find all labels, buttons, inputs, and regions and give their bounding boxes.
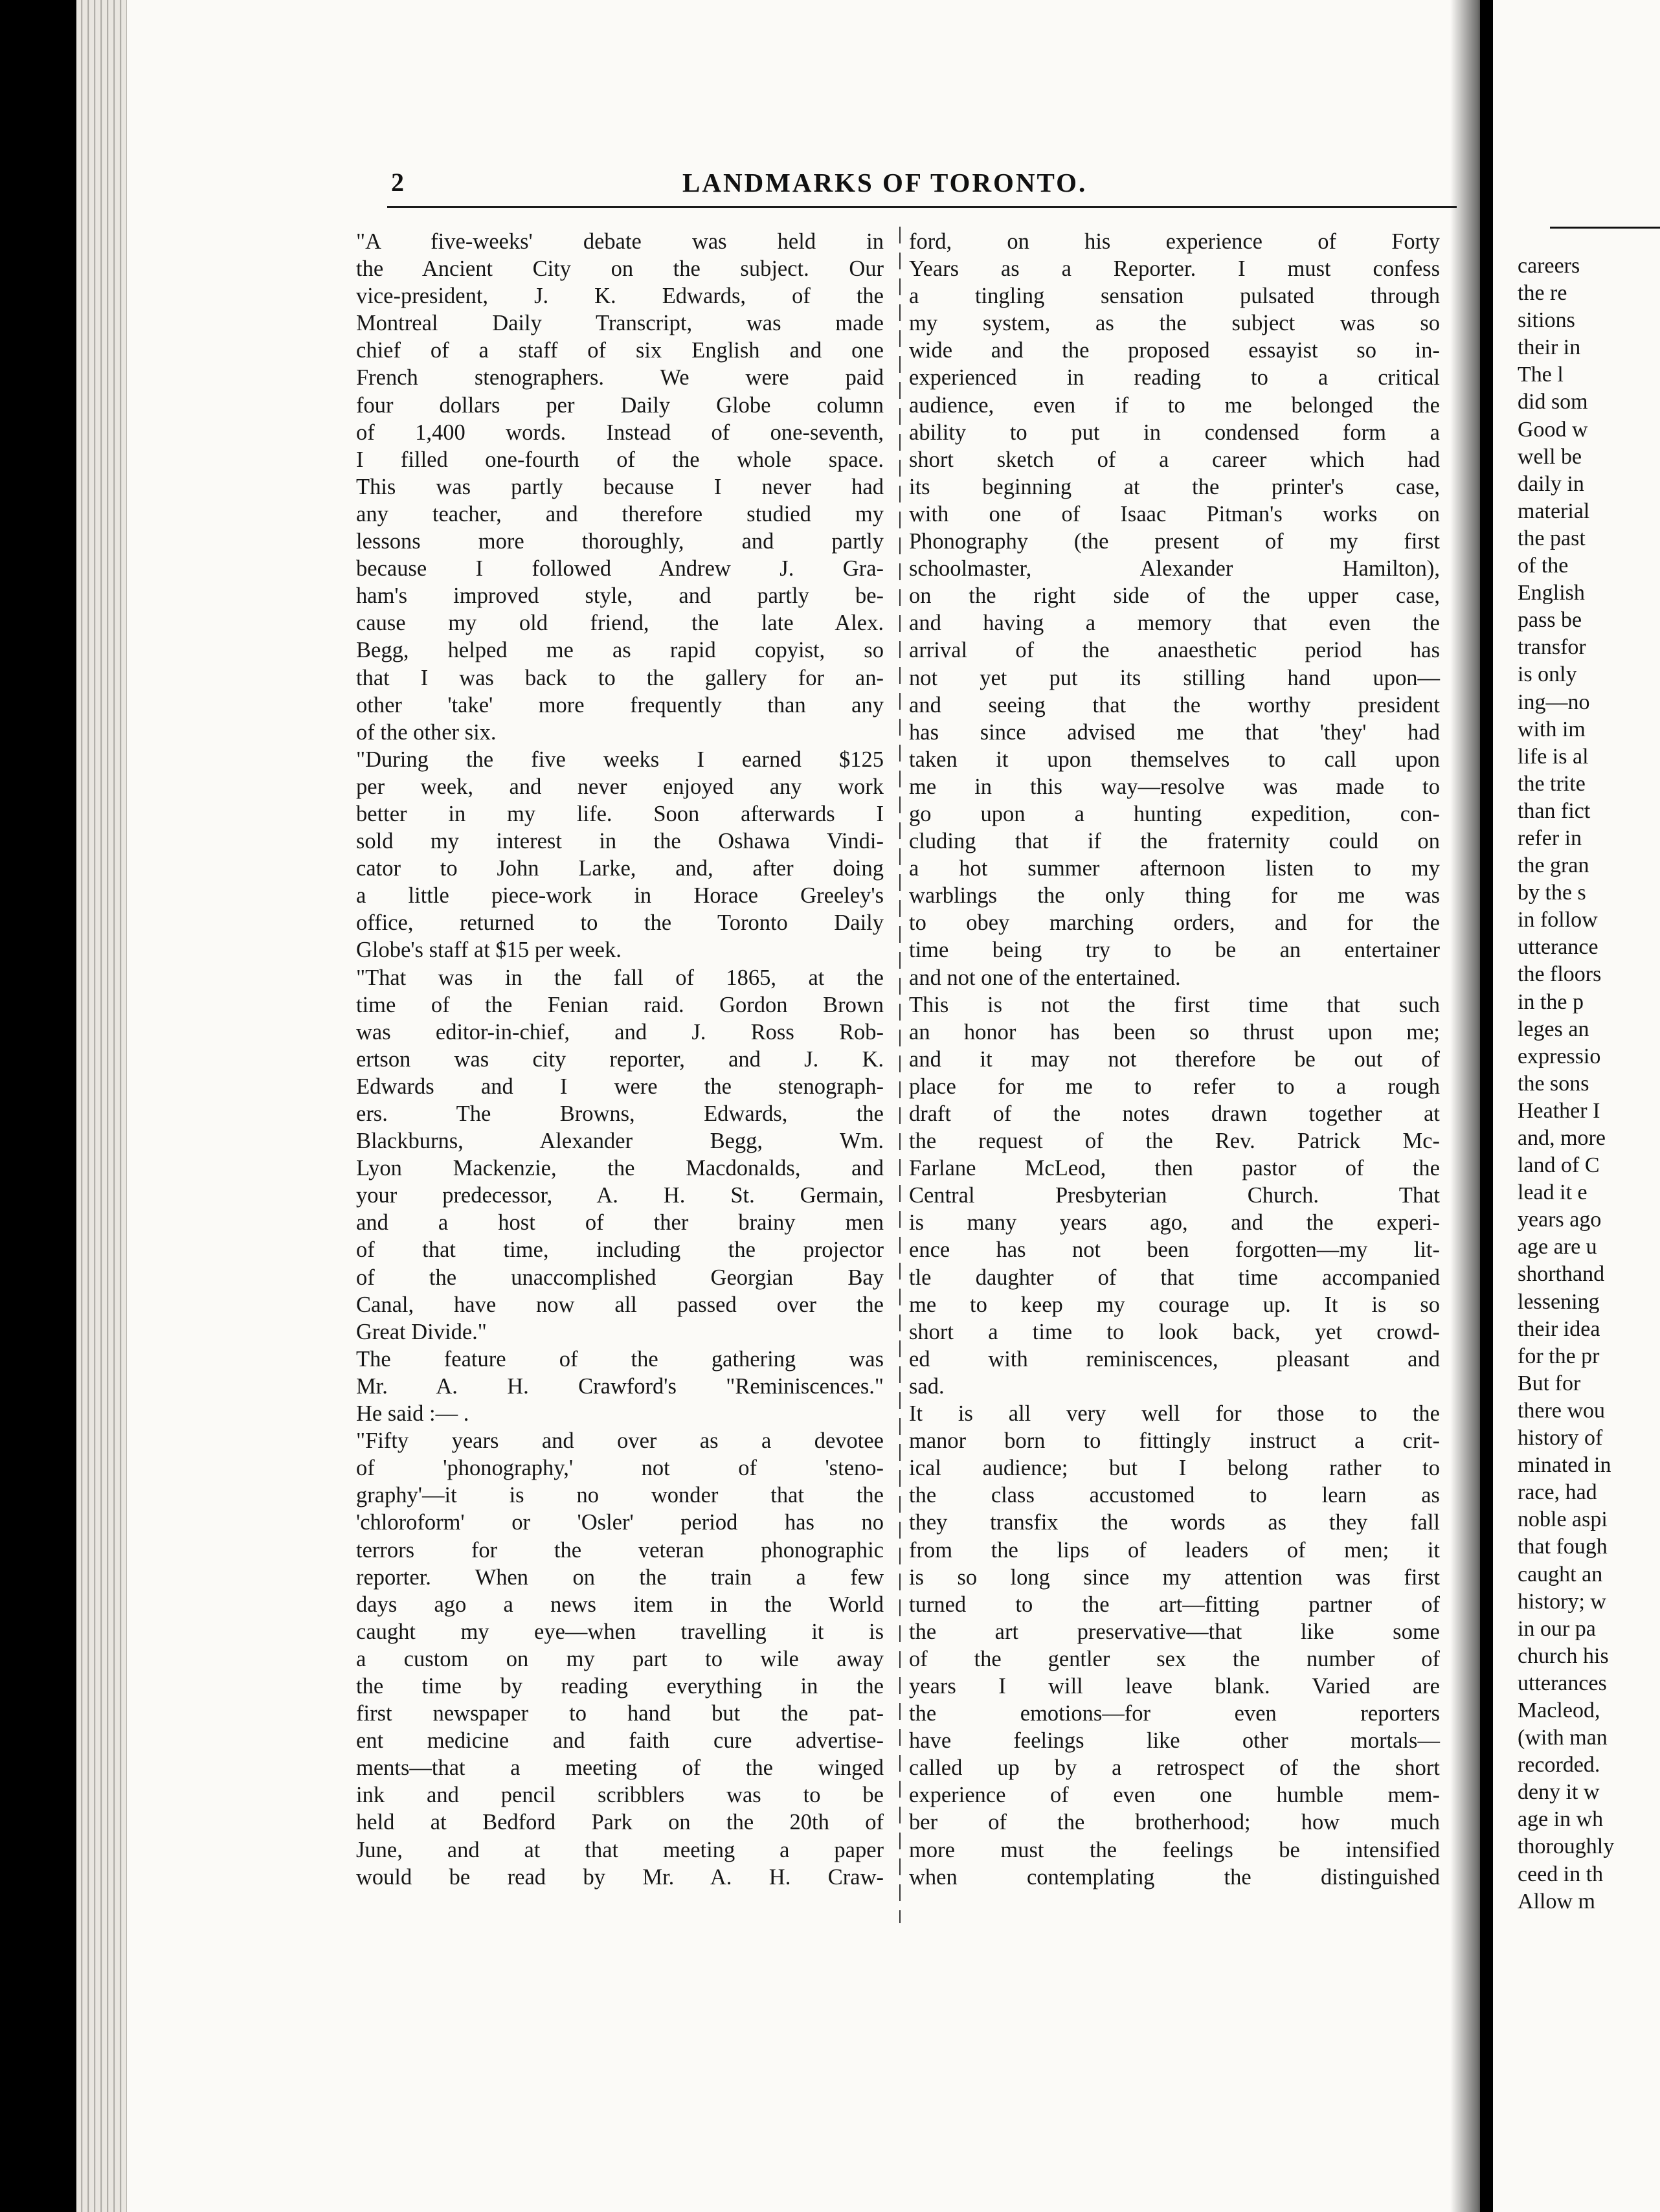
- page-number: 2: [391, 168, 404, 197]
- text-line: better in my life. Soon afterwards I: [356, 801, 884, 826]
- facing-page-column: [1518, 253, 1614, 1915]
- text-line: "That was in the fall of 1865, at the: [356, 965, 884, 990]
- text-line: ink and pencil scribblers was to be: [356, 1783, 884, 1808]
- text-line: experienced in reading to a critical: [909, 365, 1440, 390]
- text-line: warblings the only thing for me was: [909, 883, 1440, 909]
- text-line: the art preservative—that like some: [909, 1619, 1440, 1644]
- facing-text-line: the re: [1518, 281, 1567, 306]
- text-line: when contemplating the distinguished: [909, 1864, 1440, 1890]
- text-line: ertson was city reporter, and J. K.: [356, 1046, 884, 1072]
- text-line: because I followed Andrew J. Gra-: [356, 556, 884, 581]
- text-line: of the unaccomplished Georgian Bay: [356, 1265, 884, 1290]
- facing-page-rule: [1550, 227, 1660, 229]
- text-line: to obey marching orders, and for the: [909, 910, 1440, 936]
- facing-text-line: utterances: [1518, 1671, 1607, 1695]
- text-line: a little piece-work in Horace Greeley's: [356, 883, 884, 909]
- text-line: Farlane McLeod, then pastor of the: [909, 1156, 1440, 1181]
- text-line: "Fifty years and over as a devotee: [356, 1428, 884, 1454]
- text-line: days ago a news item in the World: [356, 1592, 884, 1617]
- gutter-shadow: [1450, 0, 1489, 2212]
- facing-text-line: the trite: [1518, 771, 1586, 796]
- facing-text-line: thoroughly: [1518, 1834, 1615, 1859]
- facing-text-line: But for: [1518, 1371, 1581, 1395]
- facing-text-line: in the p: [1518, 989, 1584, 1014]
- facing-text-line: in our pa: [1518, 1616, 1596, 1641]
- facing-text-line: their in: [1518, 335, 1581, 360]
- text-line: sad.: [909, 1373, 945, 1399]
- text-line: ability to put in condensed form a: [909, 420, 1440, 445]
- text-line: of the other six.: [356, 719, 497, 745]
- text-line: Lyon Mackenzie, the Macdonalds, and: [356, 1156, 884, 1181]
- facing-text-line: caught an: [1518, 1562, 1603, 1586]
- text-line: turned to the art—fitting partner of: [909, 1592, 1440, 1617]
- facing-text-line: careers: [1518, 254, 1580, 278]
- facing-text-line: the sons: [1518, 1071, 1589, 1096]
- text-line: This is not the first time that such: [909, 992, 1440, 1017]
- text-line: taken it upon themselves to call upon: [909, 747, 1440, 772]
- text-line: the emotions—for even reporters: [909, 1701, 1440, 1726]
- facing-text-line: leges an: [1518, 1017, 1589, 1041]
- text-line: graphy'—it is no wonder that the: [356, 1483, 884, 1508]
- facing-text-line: Good w: [1518, 417, 1588, 442]
- facing-text-line: utterance: [1518, 935, 1598, 960]
- text-line: It is all very well for those to the: [909, 1401, 1440, 1427]
- text-line: have feelings like other mortals—: [909, 1728, 1440, 1754]
- text-line: has since advised me that 'they' had: [909, 719, 1440, 745]
- text-line: ford, on his experience of Forty: [909, 229, 1440, 254]
- running-head: LANDMARKS OF TORONTO.: [682, 168, 1088, 198]
- text-line: called up by a retrospect of the short: [909, 1755, 1440, 1781]
- text-line: manor born to fittingly instruct a crit-: [909, 1428, 1440, 1454]
- header-rule: [387, 206, 1457, 208]
- text-line: The feature of the gathering was: [356, 1346, 884, 1371]
- text-line: four dollars per Daily Globe column: [356, 392, 884, 418]
- facing-text-line: sitions: [1518, 308, 1575, 333]
- text-line: Great Divide.": [356, 1319, 487, 1344]
- text-line: This was partly because I never had: [356, 474, 884, 499]
- text-line: "A five-weeks' debate was held in: [356, 229, 884, 254]
- text-line: per week, and never enjoyed any work: [356, 774, 884, 799]
- facing-text-line: race, had: [1518, 1480, 1597, 1505]
- facing-text-line: lead it e: [1518, 1180, 1587, 1205]
- text-line: me in this way—resolve was made to: [909, 774, 1440, 799]
- text-line: an honor has been so thrust upon me;: [909, 1019, 1440, 1044]
- text-line: short sketch of a career which had: [909, 447, 1440, 472]
- text-line: more must the feelings be intensified: [909, 1837, 1440, 1862]
- text-line: French stenographers. We were paid: [356, 365, 884, 390]
- facing-text-line: Allow m: [1518, 1889, 1595, 1913]
- text-line: a tingling sensation pulsated through: [909, 284, 1440, 309]
- right-text-column: [909, 228, 1440, 1891]
- text-line: ical audience; but I belong rather to: [909, 1456, 1440, 1481]
- text-line: tle daughter of that time accompanied: [909, 1265, 1440, 1290]
- text-line: held at Bedford Park on the 20th of: [356, 1810, 884, 1835]
- facing-text-line: recorded.: [1518, 1753, 1600, 1778]
- text-line: audience, even if to me belonged the: [909, 392, 1440, 418]
- text-line: ber of the brotherhood; how much: [909, 1810, 1440, 1835]
- text-line: would be read by Mr. A. H. Craw-: [356, 1864, 884, 1890]
- facing-text-line: The l: [1518, 363, 1564, 387]
- text-line: of the gentler sex the number of: [909, 1646, 1440, 1671]
- text-line: wide and the proposed essayist so in-: [909, 338, 1440, 363]
- text-line: short a time to look back, yet crowd-: [909, 1319, 1440, 1344]
- text-line: and it may not therefore be out of: [909, 1046, 1440, 1072]
- facing-text-line: the gran: [1518, 853, 1589, 878]
- facing-text-line: land of C: [1518, 1153, 1600, 1178]
- text-line: of 1,400 words. Instead of one-seventh,: [356, 420, 884, 445]
- text-line: terrors for the veteran phonographic: [356, 1537, 884, 1563]
- text-line: was editor-in-chief, and J. Ross Rob-: [356, 1019, 884, 1044]
- facing-text-line: the floors: [1518, 962, 1602, 987]
- facing-page: [1493, 0, 1660, 2212]
- text-line: June, and at that meeting a paper: [356, 1837, 884, 1862]
- facing-text-line: than fict: [1518, 798, 1591, 823]
- text-line: cator to John Larke, and, after doing: [356, 856, 884, 881]
- facing-text-line: material: [1518, 499, 1590, 523]
- text-line: ham's improved style, and partly be-: [356, 583, 884, 609]
- facing-text-line: the past: [1518, 526, 1586, 550]
- text-line: time of the Fenian raid. Gordon Brown: [356, 992, 884, 1017]
- text-line: me to keep my courage up. It is so: [909, 1292, 1440, 1317]
- facing-text-line: transfor: [1518, 635, 1586, 660]
- text-line: Begg, helped me as rapid copyist, so: [356, 638, 884, 663]
- facing-text-line: years ago: [1518, 1208, 1602, 1232]
- text-line: "During the five weeks I earned $125: [356, 747, 884, 772]
- text-line: years I will leave blank. Varied are: [909, 1673, 1440, 1699]
- facing-text-line: there wou: [1518, 1398, 1606, 1423]
- text-line: the class accustomed to learn as: [909, 1483, 1440, 1508]
- text-line: caught my eye—when travelling it is: [356, 1619, 884, 1644]
- text-line: Canal, have now all passed over the: [356, 1292, 884, 1317]
- text-line: and seeing that the worthy president: [909, 692, 1440, 717]
- text-line: office, returned to the Toronto Daily: [356, 910, 884, 936]
- text-line: lessons more thoroughly, and partly: [356, 529, 884, 554]
- text-line: Montreal Daily Transcript, was made: [356, 311, 884, 336]
- text-line: a custom on my part to wile away: [356, 1646, 884, 1671]
- facing-text-line: ceed in th: [1518, 1862, 1604, 1886]
- facing-text-line: expressio: [1518, 1044, 1601, 1068]
- text-line: Phonography (the present of my first: [909, 529, 1440, 554]
- text-line: cluding that if the fraternity could on: [909, 829, 1440, 854]
- text-line: 'chloroform' or 'Osler' period has no: [356, 1510, 884, 1535]
- text-line: and a host of ther brainy men: [356, 1210, 884, 1236]
- text-line: ence has not been forgotten—my lit-: [909, 1237, 1440, 1263]
- facing-text-line: (with man: [1518, 1726, 1608, 1750]
- text-line: cause my old friend, the late Alex.: [356, 611, 884, 636]
- facing-text-line: history; w: [1518, 1589, 1606, 1614]
- text-line: time being try to be an entertainer: [909, 938, 1440, 963]
- facing-text-line: by the s: [1518, 881, 1586, 905]
- facing-text-line: deny it w: [1518, 1780, 1600, 1805]
- text-line: your predecessor, A. H. St. Germain,: [356, 1183, 884, 1208]
- facing-text-line: minated in: [1518, 1453, 1611, 1478]
- facing-text-line: church his: [1518, 1643, 1609, 1668]
- facing-text-line: well be: [1518, 444, 1582, 469]
- text-line: a hot summer afternoon listen to my: [909, 856, 1440, 881]
- facing-text-line: that fough: [1518, 1535, 1608, 1559]
- text-line: first newspaper to hand but the pat-: [356, 1701, 884, 1726]
- text-line: He said :— .: [356, 1401, 469, 1427]
- facing-text-line: their idea: [1518, 1316, 1600, 1341]
- facing-text-line: did som: [1518, 390, 1588, 414]
- text-line: is many years ago, and the experi-: [909, 1210, 1440, 1236]
- text-line: schoolmaster, Alexander Hamilton),: [909, 556, 1440, 581]
- text-line: that I was back to the gallery for an-: [356, 665, 884, 690]
- text-line: with one of Isaac Pitman's works on: [909, 501, 1440, 526]
- text-line: Central Presbyterian Church. That: [909, 1183, 1440, 1208]
- text-line: the time by reading everything in the: [356, 1673, 884, 1699]
- text-line: ent medicine and faith cure advertise-: [356, 1728, 884, 1754]
- facing-text-line: shorthand: [1518, 1262, 1605, 1287]
- text-line: Globe's staff at $15 per week.: [356, 938, 622, 963]
- facing-text-line: daily in: [1518, 471, 1584, 496]
- text-line: and not one of the entertained.: [909, 965, 1181, 990]
- text-line: Blackburns, Alexander Begg, Wm.: [356, 1129, 884, 1154]
- facing-text-line: of the: [1518, 554, 1569, 578]
- text-line: is so long since my attention was first: [909, 1564, 1440, 1590]
- facing-text-line: history of: [1518, 1426, 1603, 1450]
- text-line: any teacher, and therefore studied my: [356, 501, 884, 526]
- text-line: I filled one-fourth of the whole space.: [356, 447, 884, 472]
- text-line: from the lips of leaders of men; it: [909, 1537, 1440, 1563]
- facing-text-line: age are u: [1518, 1235, 1597, 1259]
- text-line: draft of the notes drawn together at: [909, 1101, 1440, 1126]
- text-line: sold my interest in the Oshawa Vindi-: [356, 829, 884, 854]
- facing-text-line: in follow: [1518, 908, 1598, 932]
- column-divider: [899, 227, 901, 1923]
- text-line: ers. The Browns, Edwards, the: [356, 1101, 884, 1126]
- facing-text-line: pass be: [1518, 608, 1582, 633]
- facing-text-line: ing—no: [1518, 690, 1590, 714]
- facing-text-line: age in wh: [1518, 1807, 1604, 1832]
- text-line: its beginning at the printer's case,: [909, 474, 1440, 499]
- facing-text-line: for the pr: [1518, 1344, 1600, 1368]
- text-line: arrival of the anaesthetic period has: [909, 638, 1440, 663]
- facing-text-line: is only: [1518, 662, 1577, 687]
- text-line: experience of even one humble mem-: [909, 1783, 1440, 1808]
- facing-text-line: Heather I: [1518, 1098, 1600, 1123]
- text-line: Edwards and I were the stenograph-: [356, 1074, 884, 1099]
- text-line: go upon a hunting expedition, con-: [909, 801, 1440, 826]
- text-line: not yet put its stilling hand upon—: [909, 665, 1440, 690]
- facing-text-line: Macleod,: [1518, 1698, 1600, 1722]
- text-line: on the right side of the upper case,: [909, 583, 1440, 609]
- text-line: the request of the Rev. Patrick Mc-: [909, 1129, 1440, 1154]
- text-line: they transfix the words as they fall: [909, 1510, 1440, 1535]
- text-line: my system, as the subject was so: [909, 311, 1440, 336]
- text-line: Mr. A. H. Crawford's "Reminiscences.": [356, 1373, 884, 1399]
- text-line: ed with reminiscences, pleasant and: [909, 1346, 1440, 1371]
- text-line: place for me to refer to a rough: [909, 1074, 1440, 1099]
- text-line: of 'phonography,' not of 'steno-: [356, 1456, 884, 1481]
- facing-text-line: noble aspi: [1518, 1507, 1608, 1532]
- facing-text-line: English: [1518, 581, 1585, 605]
- text-line: other 'take' more frequently than any: [356, 692, 884, 717]
- facing-text-line: life is al: [1518, 744, 1589, 769]
- facing-text-line: lessening: [1518, 1289, 1600, 1314]
- text-line: the Ancient City on the subject. Our: [356, 256, 884, 282]
- text-line: Years as a Reporter. I must confess: [909, 256, 1440, 282]
- left-text-column: [356, 228, 884, 1891]
- facing-text-line: and, more: [1518, 1126, 1606, 1150]
- text-line: and having a memory that even the: [909, 611, 1440, 636]
- facing-text-line: refer in: [1518, 826, 1582, 850]
- text-line: chief of a staff of six English and one: [356, 338, 884, 363]
- text-line: of that time, including the projector: [356, 1237, 884, 1263]
- facing-text-line: with im: [1518, 717, 1586, 741]
- text-line: ments—that a meeting of the winged: [356, 1755, 884, 1781]
- text-line: vice-president, J. K. Edwards, of the: [356, 284, 884, 309]
- text-line: reporter. When on the train a few: [356, 1564, 884, 1590]
